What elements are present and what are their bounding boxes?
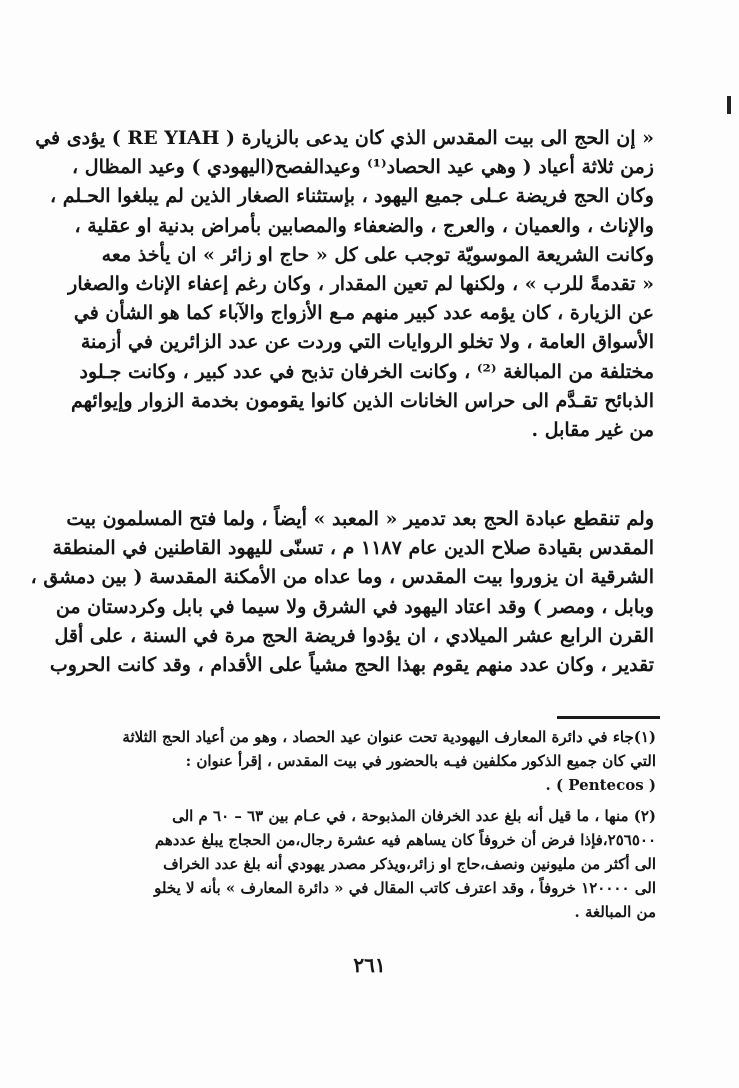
footnote-line: ٢٥٦٥٠٠،فإذا فرض أن خروفاً كان يساهم فيه عشرة رجال،من الحجاج يبلغ عددهم <box>154 831 656 850</box>
text-line: ولم تنقطع عبادة الحج بعد تدمير « المعبد » أيضاً ، ولما فتح المسلمون بيت <box>66 508 654 530</box>
page-number: ٢٦١ <box>353 953 386 977</box>
footnote-1 <box>84 726 656 797</box>
text-line: من غير مقابل . <box>531 419 654 442</box>
text-line: « تقدمةً للرب » ، ولكنها لم تعين المقدار ، وكان رغم إعفاء الإناث والصغار <box>68 273 654 296</box>
text-line: « إن الحج الى بيت المقدس الذي كان يدعى بالزيارة ( RE YIAH ) يؤدى في <box>35 127 654 149</box>
text-line: وكانت الشريعة الموسويّة توجب على كل « حاج او زائر » ان يأخذ معه <box>101 243 654 266</box>
paragraph-pilgrimage-intro <box>35 124 654 445</box>
footnotes <box>84 726 656 924</box>
footnote-line: (١)جاء في دائرة المعارف اليهودية تحت عنوان عيد الحصاد ، وهو من أعياد الحج الثلاثة <box>122 728 656 746</box>
margin-mark <box>727 96 731 114</box>
footnote-line: ( Pentecos ) . <box>545 775 656 794</box>
text-line: الذبائح تقـدَّم الى حراس الخانات الذين كانوا يقومون بخدمة الزوار وإيوائهم <box>71 389 654 412</box>
footnote-line: من المبالغة . <box>574 902 656 921</box>
text-line: القرن الرابع عشر الميلادي ، ان يؤدوا فريضة الحج مرة في السنة ، على أقل <box>54 624 654 647</box>
footnote-line: (٢) منها ، ما قيل أنه بلغ عدد الخرفان المذبوحة ، في عـام بين ٦٣ – ٦٠ م الى <box>172 807 656 826</box>
text-line: زمن ثلاثة أعياد ( وهي عيد الحصاد⁽¹⁾ وعيدالفصح(اليهودي ) وعيد المظال ، <box>72 156 654 179</box>
text-line: والإناث ، والعميان ، والعرج ، والضعفاء والمصابين بأمراض بدنية او عقلية ، <box>74 214 654 237</box>
footnote-line: التي كان جميع الذكور مكلفين فيـه بالحضور في بيت المقدس ، إقرأ عنوان : <box>185 751 656 770</box>
footnote-line: الى أكثر من مليونين ونصف،حاج او زائر،ويذكر مصدر يهودي أنه بلغ عدد الخراف <box>163 854 656 873</box>
paragraph-pilgrimage-continuation <box>30 505 654 680</box>
text-line: وكان الحج فريضة عـلى جميع اليهود ، بإستثناء الصغار الذين لم يبلغوا الحـلم ، <box>49 185 654 208</box>
footnote-line: الى ١٢٠٠٠٠ خروفاً ، وقد اعترف كاتب المقال في « دائرة المعارف » بأنه لا يخلو <box>154 878 656 897</box>
text-line: الشرقية ان يزوروا بيت المقدس ، وما عداه من الأمكنة المقدسة ( بين دمشق ، <box>30 566 654 589</box>
text-line: الأسواق العامة ، ولا تخلو الروايات التي وردت عن عدد الزائرين في أزمنة <box>80 331 654 354</box>
text-line: وبابل ، ومصر ) وقد اعتاد اليهود في الشرق ولا سيما في بابل وكردستان من <box>55 595 654 618</box>
footnote-separator <box>557 716 660 719</box>
text-line: المقدس بقيادة صلاح الدين عام ١١٨٧ م ، تسنّى لليهود القاطنين في المنطقة <box>52 537 654 560</box>
text-line: تقدير ، وكان عدد منهم يقوم بهذا الحج مشياً على الأقدام ، وقد كانت الحروب <box>49 654 654 677</box>
text-line: مختلفة من المبالغة ⁽²⁾ ، وكانت الخرفان تذبح في عدد كبير ، وكانت جـلود <box>79 360 654 383</box>
footnote-2 <box>84 805 656 924</box>
text-line: عن الزيارة ، كان يؤمه عدد كبير منهم مـع الأزواج والآباء كما هو الشأن في <box>73 302 654 325</box>
